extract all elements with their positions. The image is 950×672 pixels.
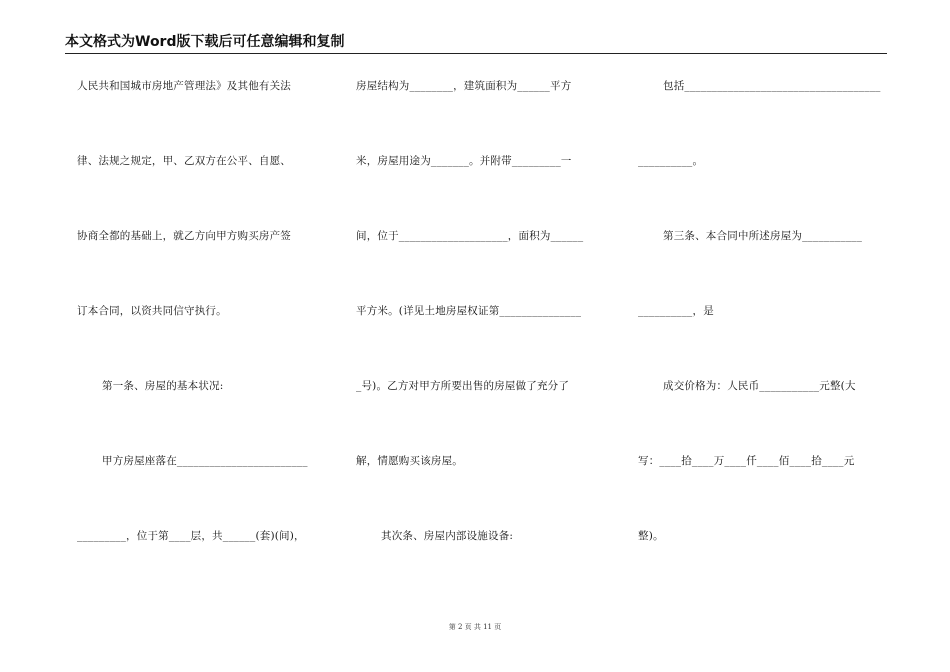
text-line: 成交价格为：人民币___________元整(大	[663, 380, 856, 392]
text-line: __________，是	[638, 305, 714, 317]
text-line: 房屋结构为________，建筑面积为______平方	[356, 80, 572, 92]
article-heading: 第三条、本合同中所述房屋为___________	[663, 230, 863, 242]
text-line: 平方米。(详见土地房屋权证第_______________	[356, 305, 582, 317]
text-line: 订本合同，以资共同信守执行。	[77, 305, 227, 317]
text-line: 整)。	[638, 530, 664, 542]
text-line: 间，位于____________________，面积为______	[356, 230, 584, 242]
document-header	[65, 34, 887, 54]
page-number: 第 2 页 共 11 页	[448, 623, 502, 631]
header-title: 本文格式为Word版下载后可任意编辑和复制	[65, 34, 345, 50]
text-line: __________。	[638, 155, 704, 167]
text-line: _号)。乙方对甲方所要出售的房屋做了充分了	[356, 380, 570, 392]
text-line: 律、法规之规定，甲、乙双方在公平、自愿、	[77, 155, 291, 167]
text-line: 甲方房屋座落在________________________	[102, 455, 308, 467]
text-line: 米，房屋用途为_______。并附带_________一	[356, 155, 572, 167]
text-line: 协商全都的基础上，就乙方向甲方购买房产签	[77, 230, 291, 242]
text-line: _________，位于第____层，共______(套)(间)，	[77, 530, 305, 542]
article-heading: 第一条、房屋的基本状况:	[102, 380, 224, 392]
text-line: 包括____________________________________	[663, 80, 881, 92]
text-line: 写：____拾____万____仟____佰____拾____元	[638, 455, 855, 467]
article-heading: 其次条、房屋内部设施设备:	[381, 530, 514, 542]
text-line: 解，情愿购买该房屋。	[356, 455, 463, 467]
text-line: 人民共和国城市房地产管理法》及其他有关法	[77, 80, 291, 92]
